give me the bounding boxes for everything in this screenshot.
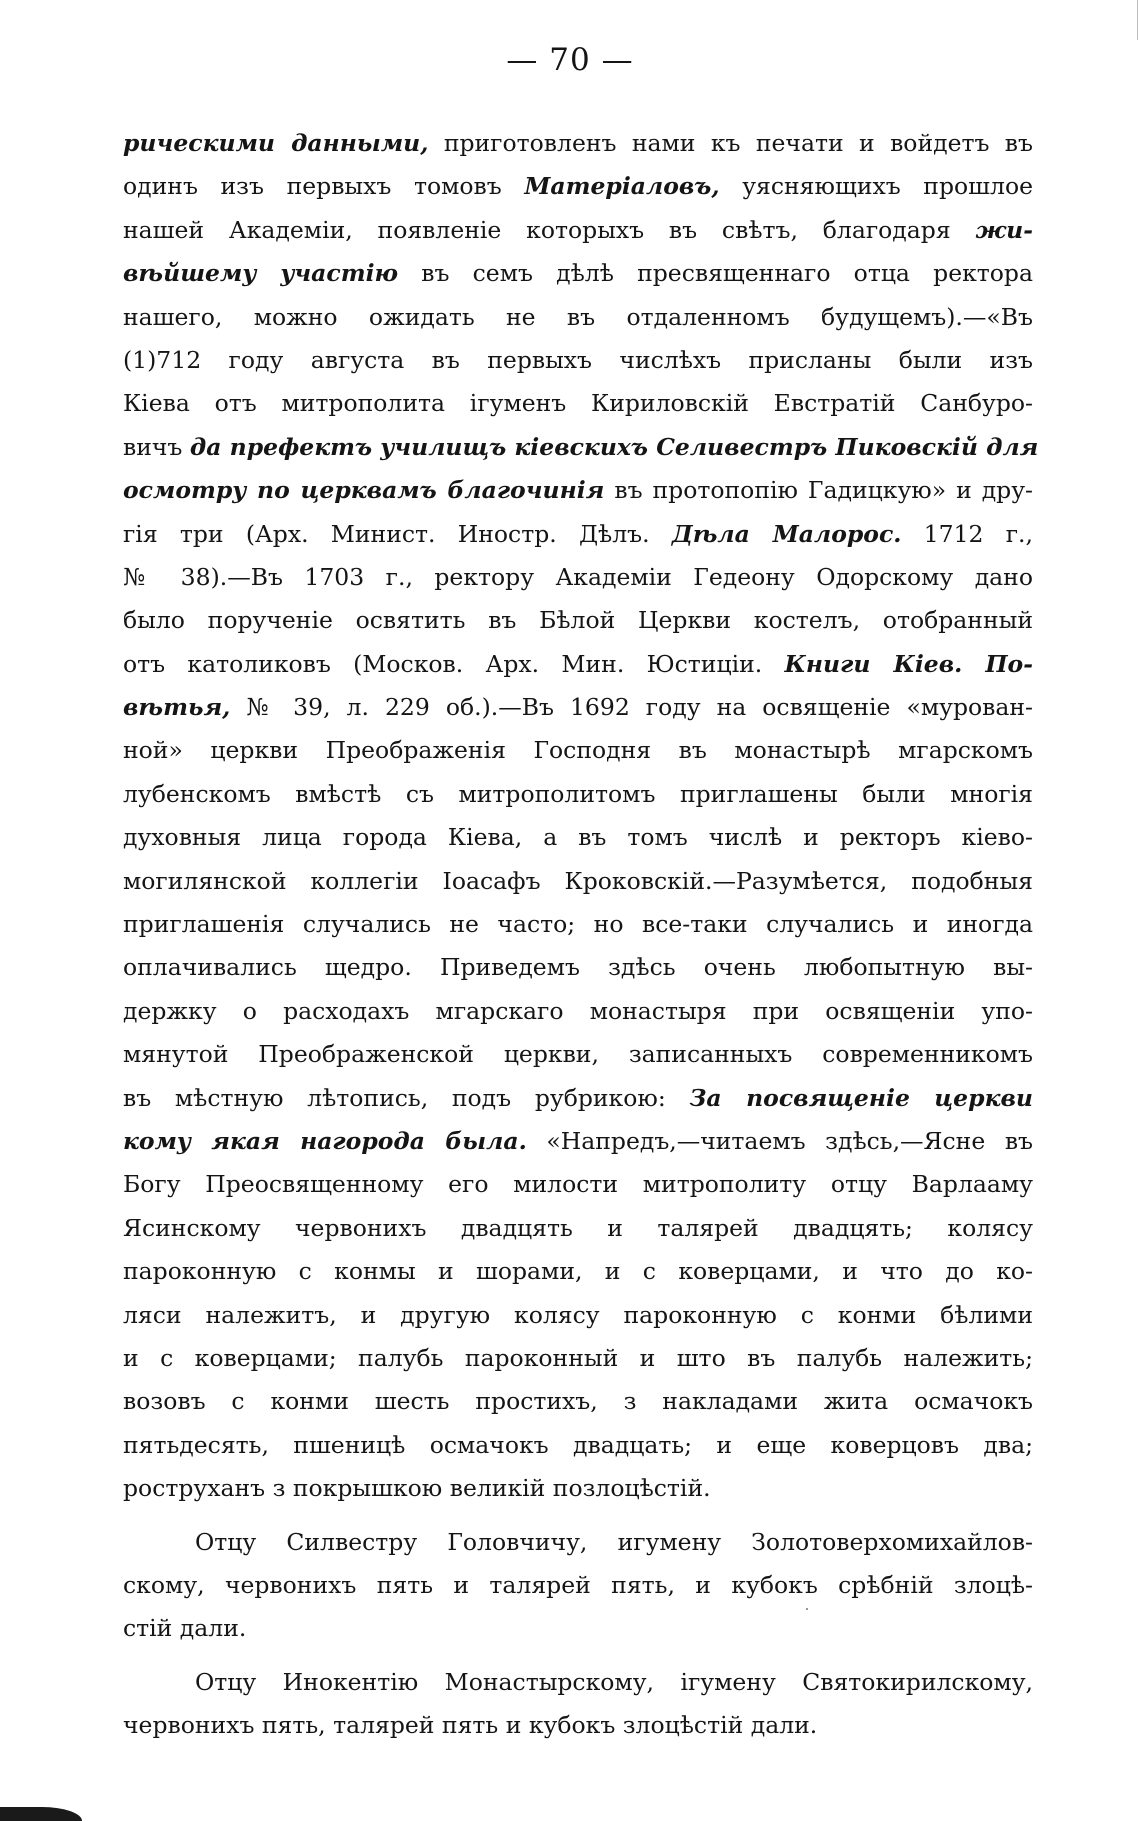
text-line xyxy=(123,209,1033,252)
text-segment: лубенскомъ вмѣстѣ съ митрополитомъ приглашены были многія xyxy=(123,779,1033,808)
text-segment: ляси належитъ, и другую колясу пароконную с конми бѣлими xyxy=(123,1300,1033,1329)
page-number: — 70 — xyxy=(506,42,634,78)
text-segment: въ протопопію Гадицкую» и дру- xyxy=(604,476,1033,505)
text-line xyxy=(123,990,1033,1033)
text-line xyxy=(123,1163,1033,1206)
italic-text: За посвященіе церкви xyxy=(689,1083,1033,1112)
text-line xyxy=(123,1607,1033,1650)
italic-text: Книги Кіев. По- xyxy=(784,649,1033,678)
text-line xyxy=(123,1033,1033,1076)
text-line xyxy=(123,1077,1033,1120)
text-segment: № 39, л. 229 об.).—Въ 1692 году на освященіе «мурован- xyxy=(230,693,1033,722)
text-segment: 1712 г., xyxy=(901,519,1034,548)
italic-text: Дѣла Малорос. xyxy=(671,519,902,548)
text-segment: нашей Академіи, появленіе которыхъ въ свѣтъ, благодаря xyxy=(123,215,976,244)
text-line xyxy=(123,1380,1033,1423)
text-line xyxy=(123,599,1033,642)
text-segment: Богу Преосвященному его милости митрополиту отцу Варлааму xyxy=(123,1170,1033,1199)
body-text xyxy=(123,122,1039,1747)
text-line xyxy=(123,296,1033,339)
print-speck xyxy=(806,1608,808,1610)
text-line xyxy=(123,1564,1033,1607)
text-line xyxy=(123,860,1033,903)
text-line xyxy=(123,252,1033,295)
text-segment: роструханъ з покрышкою великій позлоцѣстій. xyxy=(123,1474,711,1503)
text-segment: одинъ изъ первыхъ томовъ xyxy=(123,172,525,201)
paragraph-gap xyxy=(123,1511,1033,1521)
text-segment: приглашенія случались не часто; но все-таки случались и иногда xyxy=(123,910,1033,939)
text-line xyxy=(123,1120,1033,1163)
text-line xyxy=(123,1294,1033,1337)
text-segment: пароконную с конмы и шорами, и с коверцами, и что до ко- xyxy=(123,1257,1033,1286)
margin-rule xyxy=(1137,0,1138,40)
text-line xyxy=(123,1521,1033,1564)
italic-text: кому якая нагорода была. xyxy=(123,1126,527,1155)
text-line xyxy=(123,816,1033,859)
text-line xyxy=(123,426,1039,469)
text-line xyxy=(123,1250,1033,1293)
italic-text: да префектъ училищъ кіевскихъ Селивестръ Пиковскій для xyxy=(189,432,1039,461)
text-segment: уясняющихъ прошлое xyxy=(719,172,1033,201)
text-segment: держку о расходахъ мгарскаго монастыря при освященіи упо- xyxy=(123,996,1033,1025)
text-segment: скому, червонихъ пять и талярей пять, и кубокъ срѣбній злоцѣ- xyxy=(123,1570,1033,1599)
text-segment: могилянской коллегіи Іоасафъ Кроковскій.—Разумѣется, подобныя xyxy=(123,866,1033,895)
italic-text: вѣйшему участію xyxy=(123,259,399,288)
text-segment: приготовленъ нами къ печати и войдетъ въ xyxy=(428,129,1033,157)
text-line xyxy=(123,773,1033,816)
text-line xyxy=(123,946,1033,989)
text-segment: въ мѣстную лѣтопись, подъ рубрикою: xyxy=(123,1083,690,1112)
text-segment: нашего, можно ожидать не въ отдаленномъ будущемъ).—«Въ xyxy=(123,302,1033,331)
text-segment: стій дали. xyxy=(123,1614,247,1643)
text-line xyxy=(123,513,1033,556)
text-segment: ной» церкви Преображенія Господня въ монастырѣ мгарскомъ xyxy=(123,736,1033,765)
page-edge-mark xyxy=(0,1807,82,1821)
text-line xyxy=(123,729,1033,772)
text-line xyxy=(123,339,1033,382)
text-line xyxy=(123,903,1033,946)
text-segment: (1)712 году августа въ первыхъ числѣхъ присланы были изъ xyxy=(123,345,1033,374)
text-segment: отъ католиковъ (Москов. Арх. Мин. Юстиціи. xyxy=(123,649,785,678)
italic-text: рическими данными, xyxy=(123,129,429,157)
text-line xyxy=(123,686,1033,729)
italic-text: осмотру по церквамъ благочинія xyxy=(123,476,605,505)
text-line xyxy=(123,1467,1033,1510)
italic-text: Матеріаловъ, xyxy=(524,172,720,201)
text-line xyxy=(123,469,1033,512)
text-segment: «Напредъ,—читаемъ здѣсь,—Ясне въ xyxy=(526,1126,1033,1155)
text-segment: Отцу Силвестру Головчичу, игумену Золотоверхомихайлов- xyxy=(195,1527,1033,1556)
text-segment: вичъ xyxy=(123,432,190,461)
text-line xyxy=(123,1424,1033,1467)
italic-text: вѣтья, xyxy=(123,693,231,722)
text-segment: оплачивались щедро. Приведемъ здѣсь очень любопытную вы- xyxy=(123,953,1033,982)
text-line xyxy=(123,643,1033,686)
text-line xyxy=(123,1337,1033,1380)
text-line xyxy=(123,382,1033,425)
text-line xyxy=(123,165,1033,208)
text-segment: мянутой Преображенской церкви, записанныхъ современникомъ xyxy=(123,1040,1033,1069)
text-segment: Ясинскому червонихъ двадцять и талярей двадцять; колясу xyxy=(123,1213,1033,1242)
text-segment: гія три (Арх. Минист. Иностр. Дѣлъ. xyxy=(123,519,672,548)
text-segment: и с коверцами; палубь пароконный и што въ палубь належить; xyxy=(123,1343,1033,1372)
text-segment: Отцу Инокентію Монастырскому, ігумену Святокирилскому, xyxy=(195,1667,1033,1696)
text-line xyxy=(123,1661,1033,1704)
italic-text: жи- xyxy=(975,215,1033,244)
text-segment: въ семъ дѣлѣ пресвященнаго отца ректора xyxy=(398,259,1033,288)
text-segment: № 38).—Въ 1703 г., ректору Академіи Гедеону Одорскому дано xyxy=(123,562,1033,591)
text-segment: пятьдесять, пшеницѣ осмачокъ двадцать; и еще коверцовъ два; xyxy=(123,1430,1033,1459)
text-segment: Кіева отъ митрополита ігуменъ Кириловскій Евстратій Санбуро- xyxy=(123,389,1033,418)
text-segment: духовныя лица города Кіева, а въ томъ числѣ и ректоръ кіево- xyxy=(123,823,1033,852)
text-segment: возовъ с конми шесть простихъ, з накладами жита осмачокъ xyxy=(123,1387,1033,1416)
paragraph-gap xyxy=(123,1651,1033,1661)
text-line xyxy=(123,1704,1033,1747)
text-segment: было порученіе освятить въ Бѣлой Церкви костелъ, отобранный xyxy=(123,606,1033,635)
text-segment: червонихъ пять, талярей пять и кубокъ злоцѣстій дали. xyxy=(123,1711,818,1740)
text-line xyxy=(123,122,1033,165)
text-line xyxy=(123,1207,1033,1250)
text-line xyxy=(123,556,1033,599)
